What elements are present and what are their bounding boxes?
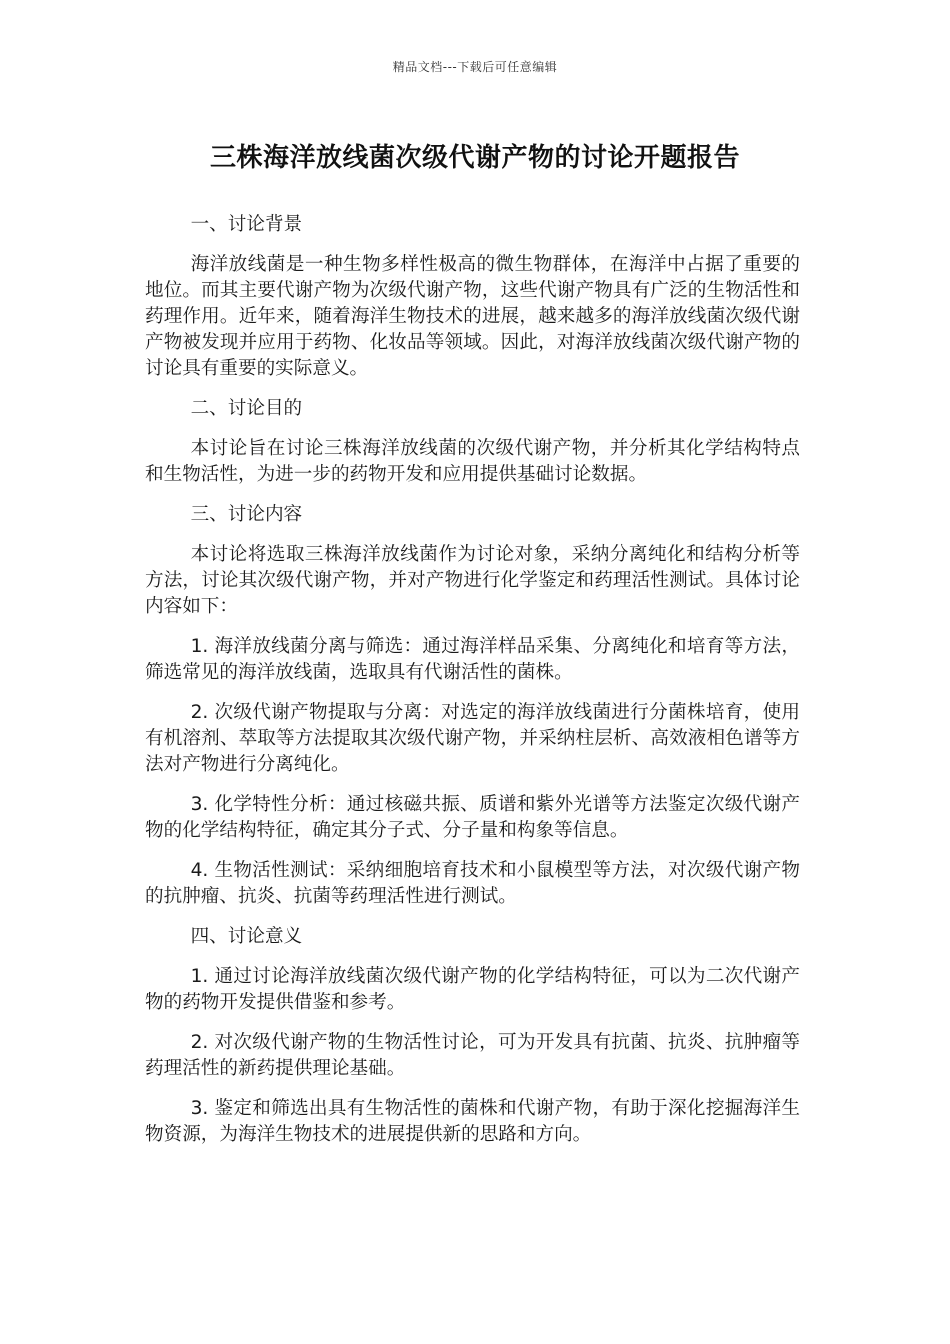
significance-list-item: 3. 鉴定和筛选出具有生物活性的菌株和代谢产物，有助于深化挖掘海洋生物资源，为海洋生物技术的进展提供新的思路和方向。 bbox=[145, 1098, 800, 1145]
document-title: 三株海洋放线菌次级代谢产物的讨论开题报告 bbox=[209, 143, 740, 173]
section-heading-content: 三、讨论内容 bbox=[190, 504, 303, 525]
paragraph-purpose: 本讨论旨在讨论三株海洋放线菌的次级代谢产物，并分析其化学结构特点和生物活性，为进一步的药物开发和应用提供基础讨论数据。 bbox=[145, 438, 800, 485]
content-list-item: 1. 海洋放线菌分离与筛选：通过海洋样品采集、分离纯化和培育等方法，筛选常见的海洋放线菌，选取具有代谢活性的菌株。 bbox=[145, 636, 800, 683]
section-heading-purpose: 二、讨论目的 bbox=[190, 398, 303, 419]
content-list-item: 4. 生物活性测试：采纳细胞培育技术和小鼠模型等方法，对次级代谢产物的抗肿瘤、抗炎、抗菌等药理活性进行测试。 bbox=[145, 860, 800, 907]
section-heading-significance: 四、讨论意义 bbox=[190, 926, 303, 947]
header-note: 精品文档---下载后可任意编辑 bbox=[392, 60, 558, 74]
significance-list-item: 1. 通过讨论海洋放线菌次级代谢产物的化学结构特征，可以为二次代谢产物的药物开发提供借鉴和参考。 bbox=[145, 966, 800, 1013]
significance-list-item: 2. 对次级代谢产物的生物活性讨论，可为开发具有抗菌、抗炎、抗肿瘤等药理活性的新药提供理论基础。 bbox=[145, 1032, 800, 1079]
content-list-item: 2. 次级代谢产物提取与分离：对选定的海洋放线菌进行分菌株培育，使用有机溶剂、萃取等方法提取其次级代谢产物，并采纳柱层析、高效液相色谱等方法对产物进行分离纯化。 bbox=[145, 702, 800, 775]
content-list-item: 3. 化学特性分析：通过核磁共振、质谱和紫外光谱等方法鉴定次级代谢产物的化学结构特征，确定其分子式、分子量和构象等信息。 bbox=[145, 794, 800, 841]
paragraph-content-intro: 本讨论将选取三株海洋放线菌作为讨论对象，采纳分离纯化和结构分析等方法，讨论其次级代谢产物，并对产物进行化学鉴定和药理活性测试。具体讨论内容如下： bbox=[145, 544, 800, 617]
section-heading-background: 一、讨论背景 bbox=[190, 214, 303, 235]
document-body bbox=[145, 212, 800, 1162]
paragraph-background: 海洋放线菌是一种生物多样性极高的微生物群体，在海洋中占据了重要的地位。而其主要代谢产物为次级代谢产物，这些代谢产物具有广泛的生物活性和药理作用。近年来，随着海洋生物技术的进展，越来越多的海洋放线菌次级代谢产物被发现并应用于药物、化妆品等领域。因此，对海洋放线菌次级代谢产物的讨论具有重要的实际意义。 bbox=[145, 254, 800, 379]
